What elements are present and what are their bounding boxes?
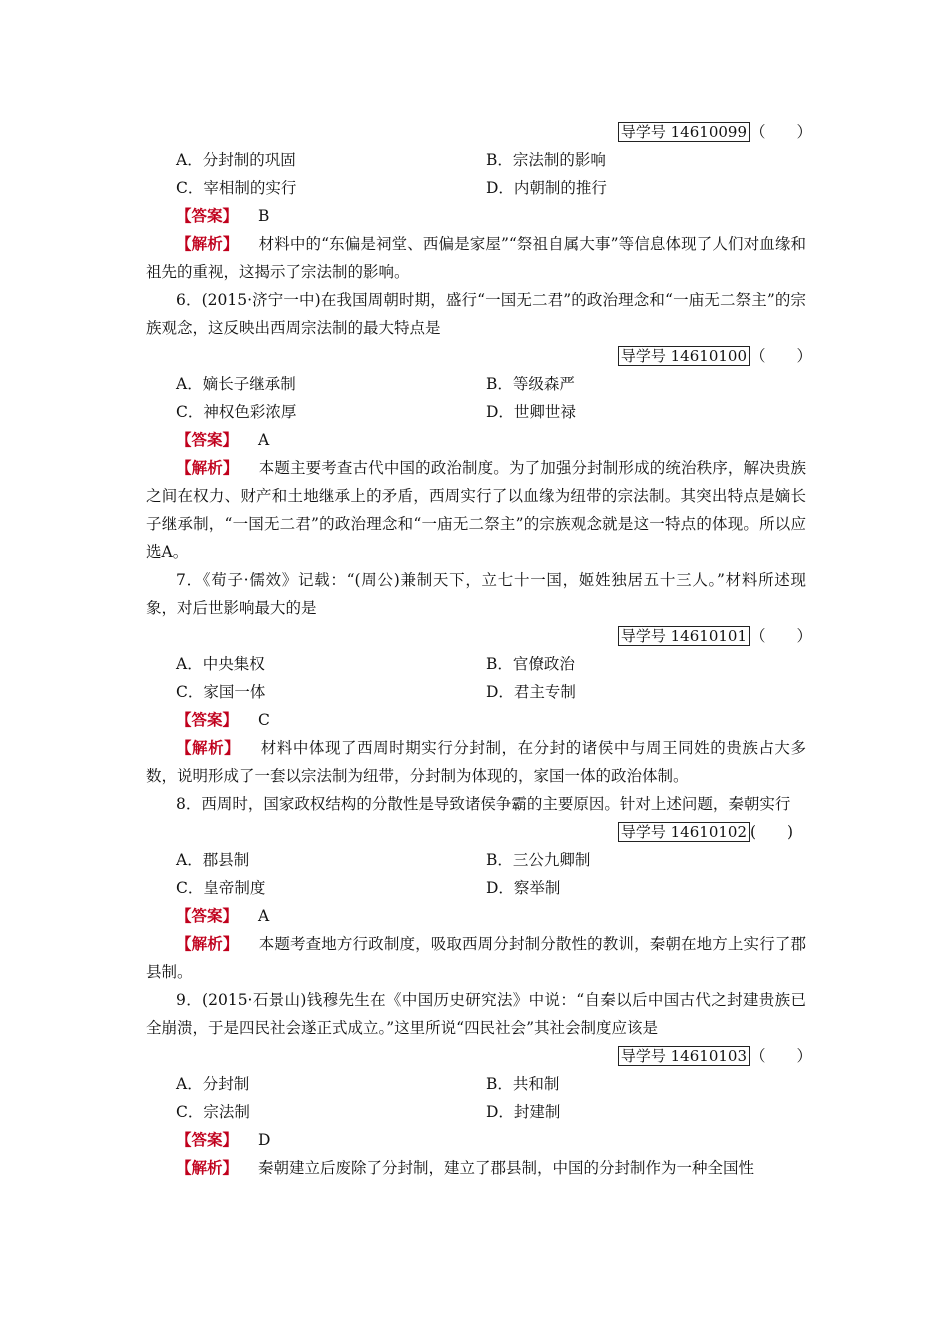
analysis-text: 秦朝建立后废除了分封制，建立了郡县制，中国的分封制作为一种全国性	[258, 1159, 755, 1177]
guide-number-q5	[146, 118, 813, 146]
answer-label: 【答案】	[176, 710, 239, 729]
options-row	[146, 650, 806, 678]
answer-line	[146, 1126, 806, 1154]
analysis-paragraph	[146, 454, 806, 566]
option-c: C．家国一体	[176, 683, 266, 701]
guide-number-box: 导学号 14610102	[618, 822, 750, 842]
option-d: D．君主专制	[486, 683, 576, 701]
analysis-label: 【解析】	[176, 458, 239, 477]
option-a: A．中央集权	[176, 655, 265, 673]
option-a: A．分封制	[176, 1075, 250, 1093]
option-d: D．内朝制的推行	[486, 179, 607, 197]
option-d: D．世卿世禄	[486, 403, 576, 421]
answer-label: 【答案】	[176, 430, 239, 449]
answer-blank: （ ）	[750, 347, 813, 365]
option-d: D．察举制	[486, 879, 561, 897]
guide-number-box: 导学号 14610100	[618, 346, 750, 366]
analysis-text: 材料中的“东偏是祠堂、西偏是家屋”“祭祖自属大事”等信息体现了人们对血缘和祖先的重视，这揭示了宗法制的影响。	[146, 235, 806, 281]
option-c: C．宰相制的实行	[176, 179, 297, 197]
options-row	[146, 1070, 806, 1098]
options-row	[146, 174, 806, 202]
option-b: B．三公九卿制	[486, 851, 591, 869]
option-b: B．官僚政治	[486, 655, 575, 673]
answer-value: D	[258, 1131, 271, 1149]
options-row	[146, 678, 806, 706]
answer-label: 【答案】	[176, 1130, 239, 1149]
answer-line	[146, 426, 806, 454]
option-c: C．皇帝制度	[176, 879, 266, 897]
answer-line	[146, 706, 806, 734]
analysis-label: 【解析】	[176, 934, 239, 953]
analysis-paragraph	[146, 230, 806, 286]
answer-blank: （ ）	[750, 627, 813, 645]
answer-blank: （ ）	[750, 123, 813, 141]
option-b: B．共和制	[486, 1075, 560, 1093]
analysis-label: 【解析】	[176, 234, 239, 253]
option-b: B．等级森严	[486, 375, 575, 393]
option-c: C．宗法制	[176, 1103, 250, 1121]
question-stem-q6: 6．(2015·济宁一中)在我国周朝时期，盛行“一国无二君”的政治理念和“一庙无二祭主”的宗族观念，这反映出西周宗法制的最大特点是	[146, 291, 806, 337]
answer-value: A	[258, 431, 270, 449]
option-a: A．嫡长子继承制	[176, 375, 296, 393]
answer-label: 【答案】	[176, 206, 239, 225]
options-row	[146, 846, 806, 874]
answer-value: A	[258, 907, 270, 925]
document-page	[146, 118, 813, 1182]
option-a: A．分封制的巩固	[176, 151, 296, 169]
options-row	[146, 398, 806, 426]
answer-line	[146, 202, 806, 230]
options-row	[146, 146, 806, 174]
question-stem-q9: 9．(2015·石景山)钱穆先生在《中国历史研究法》中说：“自秦以后中国古代之封建贵族已全崩溃，于是四民社会遂正式成立。”这里所说“四民社会”其社会制度应该是	[146, 991, 806, 1037]
guide-number-box: 导学号 14610101	[618, 626, 750, 646]
answer-label: 【答案】	[176, 906, 239, 925]
options-row	[146, 370, 806, 398]
analysis-label: 【解析】	[176, 738, 241, 757]
option-a: A．郡县制	[176, 851, 250, 869]
option-b: B．宗法制的影响	[486, 151, 606, 169]
analysis-text: 本题主要考查古代中国的政治制度。为了加强分封制形成的统治秩序，解决贵族之间在权力、财产和土地继承上的矛盾，西周实行了以血缘为纽带的宗法制。其突出特点是嫡长子继承制，“一国无二君”的政治理念和“一庙无二祭主”的宗族观念就是这一特点的体现。所以应选A。	[146, 459, 806, 561]
guide-number-q6	[146, 342, 813, 370]
options-row	[146, 874, 806, 902]
analysis-paragraph	[146, 734, 806, 790]
analysis-text: 材料中体现了西周时期实行分封制，在分封的诸侯中与周王同姓的贵族占大多数，说明形成了一套以宗法制为纽带，分封制为体现的，家国一体的政治体制。	[146, 739, 806, 785]
guide-number-box: 导学号 14610103	[618, 1046, 750, 1066]
answer-blank: （ ）	[750, 1047, 813, 1065]
guide-number-box: 导学号 14610099	[618, 122, 750, 142]
answer-value: B	[258, 207, 270, 225]
option-d: D．封建制	[486, 1103, 561, 1121]
guide-number-q7	[146, 622, 813, 650]
analysis-paragraph	[146, 1154, 806, 1182]
question-stem-q8: 8．西周时，国家政权结构的分散性是导致诸侯争霸的主要原因。针对上述问题，秦朝实行	[176, 795, 791, 813]
option-c: C．神权色彩浓厚	[176, 403, 297, 421]
guide-number-q8	[146, 818, 806, 846]
analysis-paragraph	[146, 930, 806, 986]
question-stem-q7: 7．《荀子·儒效》记载：“(周公)兼制天下，立七十一国，姬姓独居五十三人。”材料所述现象，对后世影响最大的是	[146, 571, 806, 617]
options-row	[146, 1098, 806, 1126]
analysis-label: 【解析】	[176, 1158, 239, 1177]
guide-number-q9	[146, 1042, 813, 1070]
answer-blank: ( )	[750, 823, 794, 841]
answer-line	[146, 902, 806, 930]
answer-value: C	[258, 711, 270, 729]
analysis-text: 本题考查地方行政制度，吸取西周分封制分散性的教训，秦朝在地方上实行了郡县制。	[146, 935, 806, 981]
